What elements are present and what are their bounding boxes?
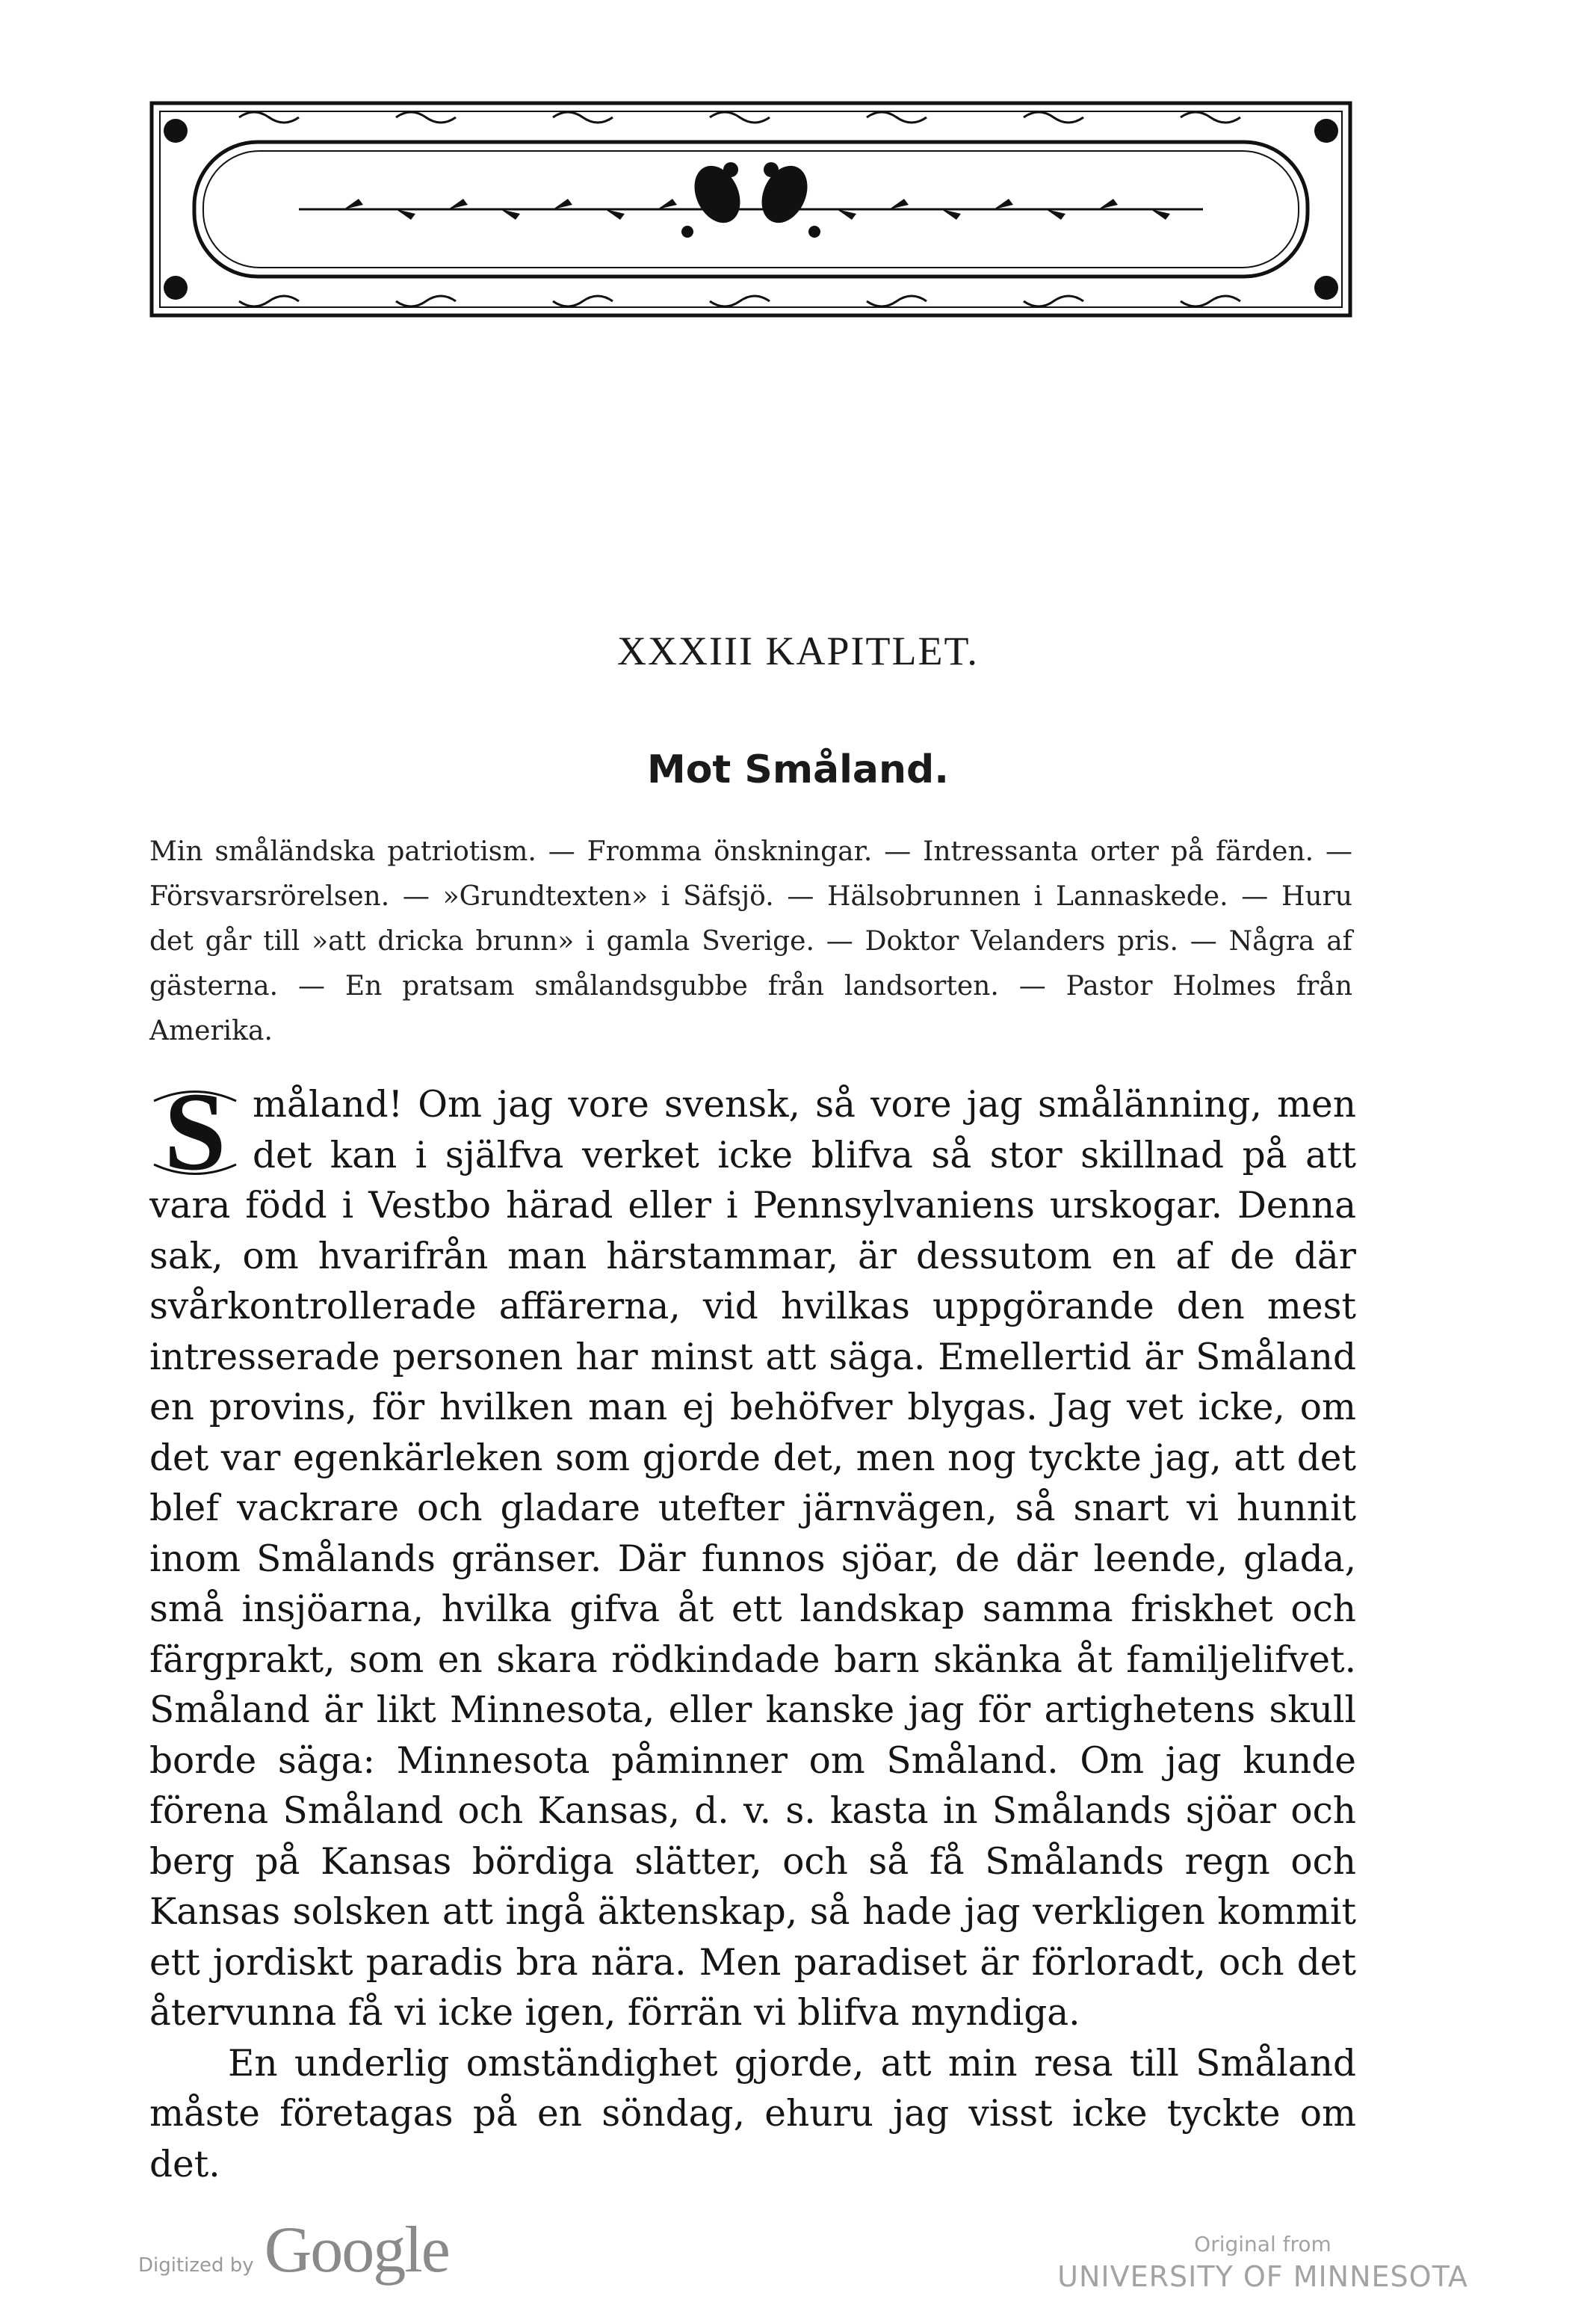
paragraph-1-text: måland! Om jag vore svensk, så vore jag smålänning, men det kan i själfva verket icke blifva så stor skillnad på att vara född i Vestbo härad eller i Pennsylvaniens urskogar. Denna sak, om hvarifrån man härstammar, är dessutom en af de där svårkontrollerade affärerna, vid hvilkas uppgörande den mest intresserade personen har minst att säga. Emellertid är Småland en provins, för hvilken man ej behöfver blygas. Jag vet icke, om det var egenkärleken som gjorde det, men nog tyckte jag, att det blef vackrare och gladare utefter järnvägen, så snart vi hunnit inom Smålands gränser. Där funnos sjöar, de där leende, glada, små insjöarna, hvilka gifva åt ett landskap samma friskhet och färgprakt, som en skara rödkindade barn skänka åt familjelifvet. Småland är likt Minnesota, eller kanske jag för artighetens skull borde säga: Minnesota påminner om Småland. Om jag kunde förena Småland och Kansas, d. v. s. kasta in Smålands sjöar och berg på Kansas bördiga slätter, och så få Smålands regn och Kansas solsken att ingå äktenskap, så hade jag verkligen kommit ett jordiskt paradis bra nära. Men paradiset är förloradt, och det återvunna få vi icke igen, förrän vi blifva myndiga. — [149, 1084, 1356, 2034]
university-name: UNIVERSITY OF MINNESOTA — [1057, 2260, 1468, 2293]
drop-cap-letter: S — [164, 1070, 226, 1194]
chapter-heading: XXXIII KAPITLET. — [617, 629, 979, 673]
original-from-label: Original from — [1194, 2232, 1331, 2256]
digitized-by-google-watermark — [138, 2212, 449, 2286]
chapter-summary: Min småländska patriotism. — Fromma önskningar. — Intressanta orter på färden. — Försvarsrörelsen. — »Grundtexten» i Säfsjö. — Hälsobrunnen i Lannaskede. — Huru det går till »att dricka brunn» i gamla Sverige. — Doktor Velanders pris. — Några af gästerna. — En pratsam smålandsgubbe från landsorten. — Pastor Holmes från Amerika. — [149, 836, 1352, 1046]
paragraph-2: En underlig omständighet gjorde, att min resa till Småland måste företagas på en söndag, ehuru jag visst icke tyckte om det. — [149, 2042, 1356, 2185]
paragraph-1 — [149, 1070, 1356, 2039]
chapter-title: Mot Småland. — [646, 747, 950, 792]
body-text — [149, 1070, 1356, 2190]
vine-and-birds-ornament — [149, 101, 1352, 318]
google-logo: Google — [264, 2214, 449, 2286]
decorative-header-ornament — [149, 101, 1352, 318]
source-credit — [1046, 2231, 1479, 2295]
drop-cap-initial — [146, 1070, 244, 1194]
digitized-by-label: Digitized by — [138, 2254, 254, 2277]
